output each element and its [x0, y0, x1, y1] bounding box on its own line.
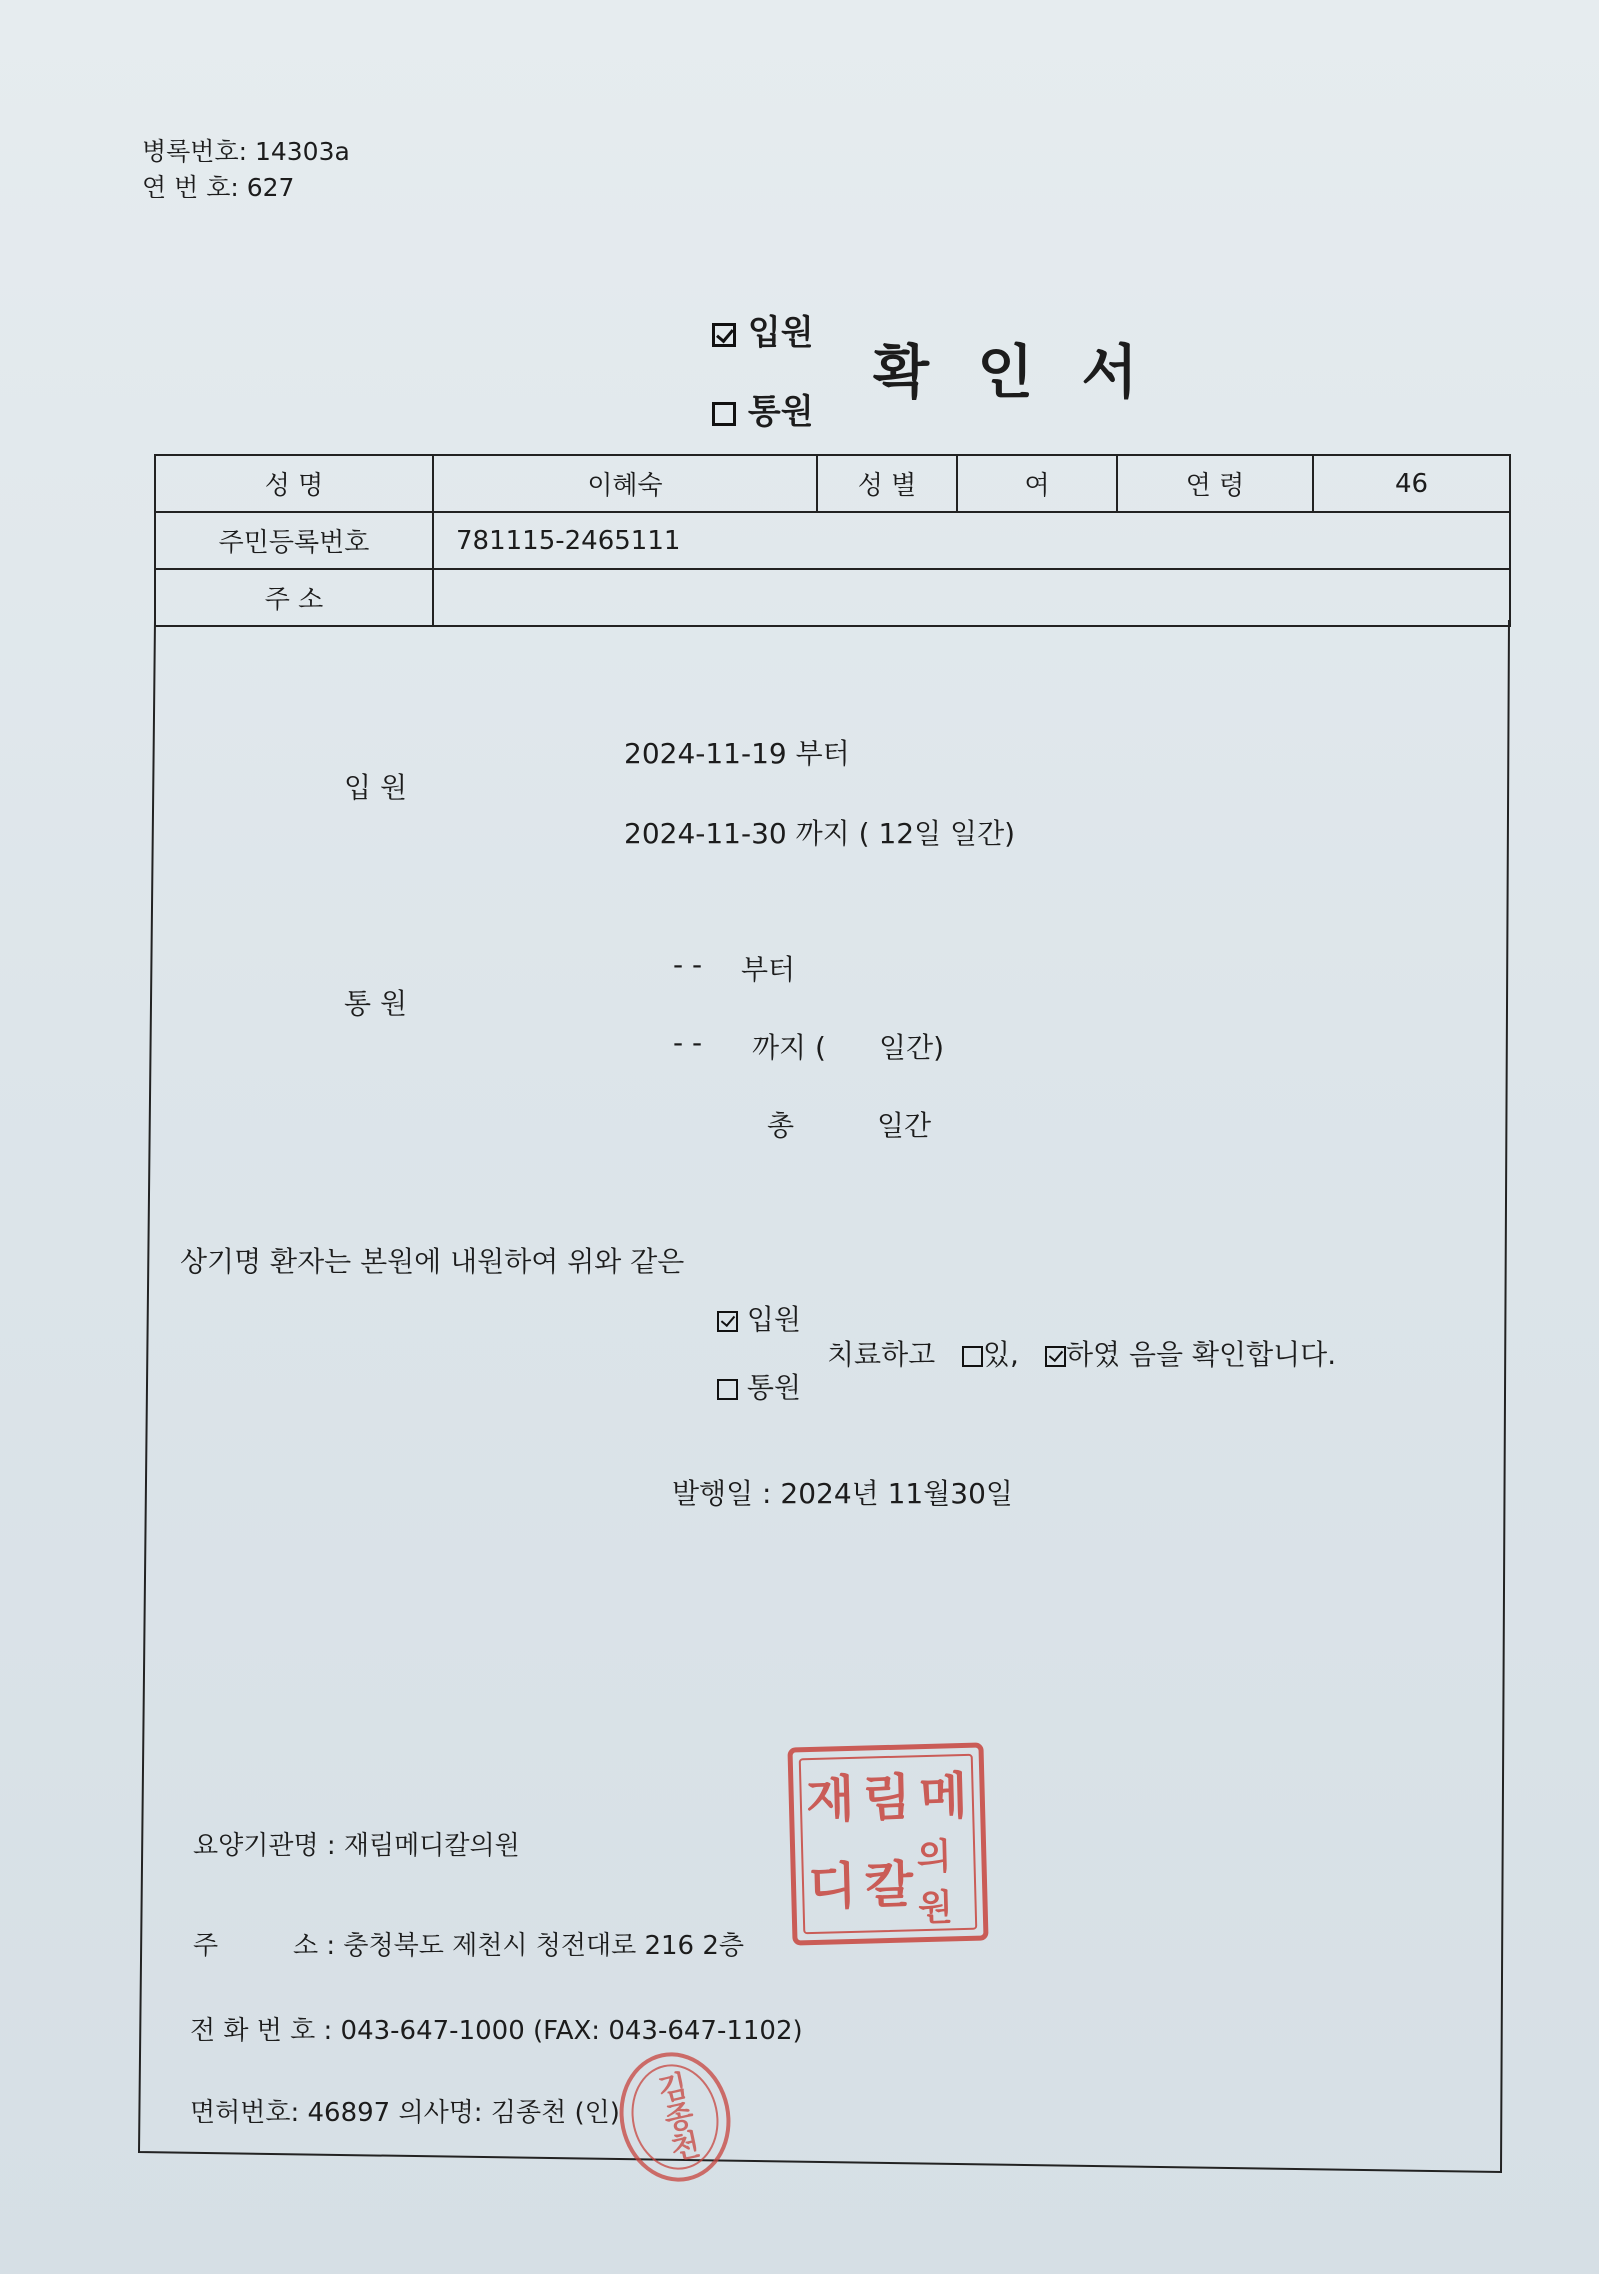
- statement-opt-exist-label: 있,: [983, 1338, 1019, 1371]
- institution-phone: 전 화 번 호 : 043-647-1000 (FAX: 043-647-1102): [190, 2016, 803, 2046]
- title-option-outpatient-label: 통원: [747, 392, 814, 432]
- institution-address: 소 : 충청북도 제천시 청전대로 216 2층: [293, 1931, 745, 1961]
- statement-treatment: 치료하고: [827, 1338, 936, 1371]
- record-number: 병록번호: 14303a: [142, 137, 350, 166]
- statement-opt-outpatient: [717, 1366, 801, 1406]
- statement-opt-inpatient: [717, 1298, 801, 1338]
- admission-label: 입 원: [344, 771, 407, 804]
- address-label: 주 소: [155, 569, 433, 626]
- outpatient-total-days: 일간: [877, 1109, 932, 1142]
- age-label: 연 령: [1117, 455, 1313, 512]
- institution-stamp: [787, 1742, 988, 1945]
- outpatient-from-dashes: - -: [673, 948, 703, 981]
- issue-date: 발행일 : 2024년 11월30일: [672, 1477, 1013, 1510]
- outpatient-to-days: 일간): [879, 1031, 945, 1064]
- stamp-char: 재: [805, 1768, 856, 1830]
- statement-opt-did: [1045, 1333, 1336, 1373]
- gender-value: 여: [957, 455, 1117, 512]
- checkbox-unchecked-icon: [717, 1379, 738, 1400]
- title-option-inpatient-label: 입원: [747, 313, 814, 353]
- checkbox-checked-icon: [717, 1311, 738, 1332]
- outpatient-total-label: 총: [767, 1109, 795, 1142]
- stamp-char: 칼: [864, 1854, 914, 1915]
- gender-label: 성 별: [817, 455, 957, 512]
- admission-from: 2024-11-19 부터: [624, 737, 850, 770]
- stamp-char: 메: [918, 1765, 969, 1827]
- serial-number: 연 번 호: 627: [142, 173, 295, 202]
- admission-to: 2024-11-30 까지 ( 12일 일간): [624, 817, 1016, 850]
- rrn-label: 주민등록번호: [155, 512, 433, 569]
- outpatient-to-word: 까지 (: [752, 1031, 826, 1064]
- statement-opt-exist: [962, 1333, 1019, 1373]
- statement-line: 상기명 환자는 본원에 내원하여 위와 같은: [180, 1245, 685, 1278]
- statement-opt-outpatient-label: 통원: [746, 1371, 802, 1404]
- outpatient-to-dashes: - -: [673, 1026, 703, 1059]
- institution-license: 면허번호: 46897 의사명: 김종천 (인): [190, 2098, 620, 2128]
- age-value: 46: [1313, 455, 1510, 512]
- name-value: 이혜숙: [433, 455, 817, 512]
- outpatient-from-word: 부터: [741, 953, 796, 986]
- stamp-char: 의원: [916, 1835, 954, 1930]
- name-label: 성 명: [155, 455, 433, 512]
- outpatient-label: 통 원: [344, 987, 407, 1020]
- institution-address-label: 주: [193, 1931, 219, 1961]
- statement-opt-did-label: 하였 음을 확인합니다.: [1066, 1338, 1337, 1371]
- rrn-value: 781115-2465111: [433, 512, 1510, 569]
- doctor-seal-text: 김종천: [622, 2056, 728, 2178]
- statement-opt-inpatient-label: 입원: [746, 1303, 802, 1336]
- stamp-char: 디: [807, 1855, 858, 1917]
- institution-name: 요양기관명 : 재림메디칼의원: [193, 1831, 520, 1861]
- checkbox-checked-icon: [1045, 1346, 1066, 1367]
- document-title: 확 인 서: [873, 338, 1152, 406]
- stamp-char: 림: [861, 1767, 912, 1828]
- checkbox-unchecked-icon: [962, 1346, 983, 1367]
